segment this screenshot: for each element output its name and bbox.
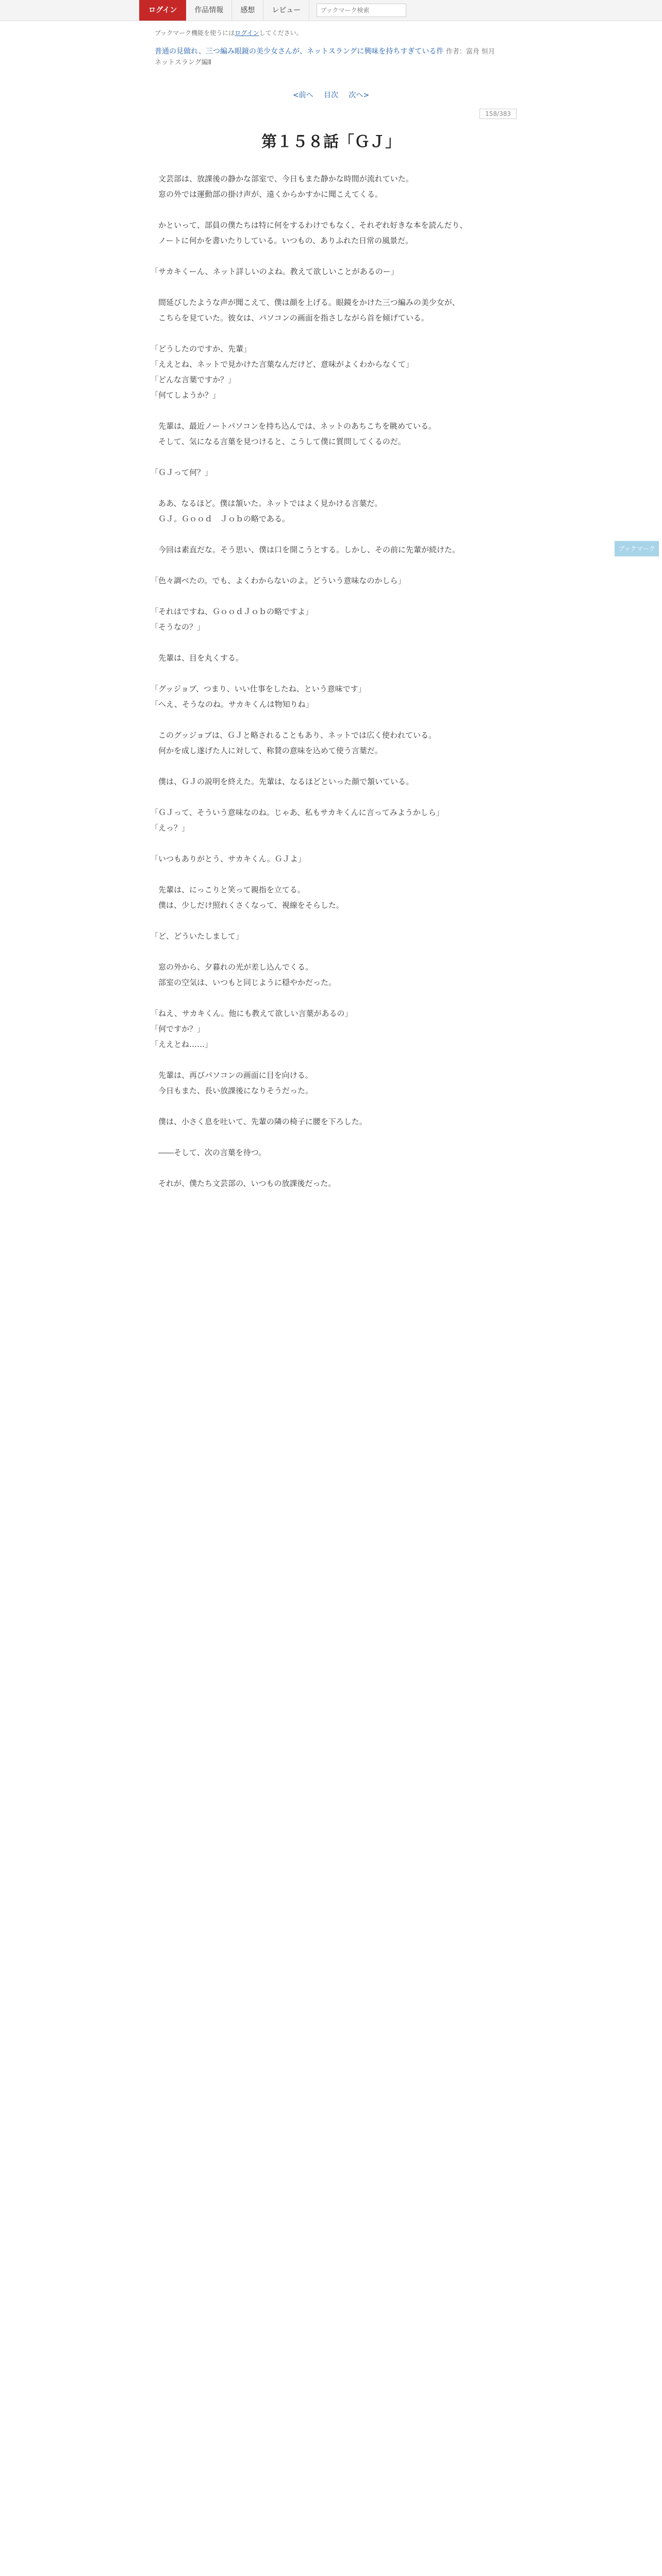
bookmark-button[interactable]: ブックマーク (615, 541, 659, 556)
page-number-box (145, 110, 517, 117)
body-line: 「グッジョブ、つまり、いい仕事をしたね、という意味です」 (151, 684, 366, 693)
body-line: 僕は、ＧＪの説明を終えた。先輩は、なるほどといった顔で頷いている。 (151, 777, 414, 786)
body-line: 「ど、どういたしまして」 (151, 931, 244, 941)
episode-body (151, 171, 511, 1191)
paragraph-gap (151, 913, 511, 928)
body-line: 何かを成し遂げた人に対して、称賛の意味を込めて使う言葉だ。 (151, 746, 383, 755)
series-info (155, 46, 505, 68)
paragraph-gap (151, 1160, 511, 1176)
episode-title: 第１５８話「ＧＪ」 (261, 133, 401, 151)
toc-link[interactable]: 目次 (324, 91, 338, 99)
body-line: このグッジョブは、ＧＪと略されることもあり、ネットでは広く使われている。 (151, 731, 436, 740)
body-line: 「どうしたのですか、先輩」 (151, 344, 252, 353)
body-line: 「ねえ、サカキくん。他にも教えて欲しい言葉があるの」 (151, 1009, 353, 1018)
nav-reviews[interactable]: レビュー (263, 0, 309, 21)
body-line: 「いつもありがとう、サカキくん。ＧＪよ」 (151, 854, 306, 863)
body-line: 「ええとね、ネットで見かけた言葉なんだけど、意味がよくわからなくて」 (151, 360, 414, 369)
body-line: 「何ですか？」 (151, 1024, 205, 1033)
series-author: 作者：富舟 恒月 (445, 48, 495, 56)
body-line: 「ＧＪって何？」 (151, 468, 213, 477)
notice-prefix: ブックマーク機能を使うには (155, 29, 235, 37)
paragraph-gap (151, 557, 511, 573)
notice-suffix: してください。 (259, 29, 303, 37)
series-chapter: ネットスラング編Ⅱ (155, 59, 212, 66)
body-line: かといって、部員の僕たちは特に何をするわけでもなく、それぞれ好きな本を読んだり、 (151, 221, 468, 230)
body-line: 文芸部は、放課後の静かな部室で、今日もまた静かな時間が流れていた。 (151, 174, 413, 183)
prev-episode-link[interactable]: <前へ (292, 91, 313, 99)
body-line: 先輩は、最近ノートパソコンを持ち込んでは、ネットのあちこちを眺めている。 (151, 421, 436, 431)
paragraph-gap (151, 403, 511, 418)
body-line: 僕は、少しだけ照れくさくなって、視線をそらした。 (151, 901, 344, 910)
next-episode-link[interactable]: 次へ> (349, 91, 370, 99)
body-line: 先輩は、再びパソコンの画面に目を向ける。 (151, 1071, 313, 1080)
paragraph-gap (151, 712, 511, 727)
paragraph-gap (151, 527, 511, 542)
paragraph-gap (151, 1129, 511, 1145)
body-line: ノートに何かを書いたりしている。いつもの、ありふれた日常の風景だ。 (151, 236, 413, 245)
body-line: 「どんな言葉ですか？」 (151, 375, 236, 384)
paragraph-gap (151, 326, 511, 341)
body-line: 間延びしたような声が聞こえて、僕は顔を上げる。眼鏡をかけた三つ編みの美少女が、 (151, 298, 460, 307)
episode-pager (0, 90, 662, 100)
login-button[interactable]: ログイン (139, 0, 186, 21)
paragraph-gap (151, 944, 511, 959)
body-line: 僕は、小さく息を吐いて、先輩の隣の椅子に腰を下ろした。 (151, 1117, 367, 1126)
body-line: 「えっ？」 (151, 823, 190, 833)
top-navigation-bar (0, 0, 662, 21)
body-line: 部室の空気は、いつもと同じように穏やかだった。 (151, 978, 337, 987)
paragraph-gap (151, 635, 511, 650)
body-line: 今日もまた、長い放課後になりそうだった。 (151, 1086, 313, 1095)
body-line: ＧＪ。Ｇｏｏｄ Ｊｏｂの略である。 (151, 514, 290, 523)
bookmark-login-notice (155, 28, 662, 37)
paragraph-gap (151, 279, 511, 295)
body-line: 窓の外から、夕暮れの光が差し込んでくる。 (151, 962, 313, 972)
paragraph-gap (151, 588, 511, 604)
body-line: 「色々調べたの。でも、よくわからないのよ。どういう意味なのかしら」 (151, 576, 406, 585)
paragraph-gap (151, 836, 511, 851)
page-number: 158/383 (479, 109, 517, 119)
body-line: 今回は素直だな。そう思い、僕は口を開こうとする。しかし、その前に先輩が続けた。 (151, 545, 460, 554)
body-line: 「そうなの？」 (151, 622, 205, 632)
body-line: それが、僕たち文芸部の、いつもの放課後だった。 (151, 1179, 336, 1188)
body-line: こちらを見ていた。彼女は、パソコンの画面を指さしながら首を傾げている。 (151, 313, 429, 323)
paragraph-gap (151, 789, 511, 805)
notice-login-link[interactable]: ログイン (235, 29, 259, 37)
paragraph-gap (151, 990, 511, 1006)
bookmark-search-input[interactable] (317, 4, 406, 17)
body-line: 「何てしようか？」 (151, 391, 221, 400)
series-title-link[interactable]: 普通の見做れ、三つ編み眼鏡の美少女さんが、ネットスラングに興味を持ちすぎている件 (155, 47, 444, 56)
nav-work-info[interactable]: 作品情報 (186, 0, 232, 21)
body-line: 「サカキくーん、ネット詳しいのよね。教えて欲しいことがあるのー」 (151, 267, 399, 276)
paragraph-gap (151, 202, 511, 217)
body-line: ああ、なるほど。僕は頷いた。ネットではよく見かける言葉だ。 (151, 499, 383, 508)
body-line: 「それはですね、ＧｏｏｄＪｏｂの略ですよ」 (151, 607, 313, 616)
body-line: 「ＧＪって、そういう意味なのね。じゃあ、私もサカキくんに言ってみようかしら」 (151, 808, 444, 817)
body-line: 先輩は、目を丸くする。 (151, 653, 244, 663)
paragraph-gap (151, 666, 511, 681)
body-line: 先輩は、にっこりと笑って親指を立てる。 (151, 885, 305, 894)
paragraph-gap (151, 248, 511, 264)
body-line: 「へえ、そうなのね。サカキくんは物知りね」 (151, 700, 313, 709)
paragraph-gap (151, 1052, 511, 1067)
paragraph-gap (151, 758, 511, 774)
paragraph-gap (151, 1098, 511, 1114)
paragraph-gap (151, 480, 511, 496)
body-line: 窓の外では運動部の掛け声が、遠くからかすかに聞こえてくる。 (151, 190, 383, 199)
body-line: そして、気になる言葉を見つけると、こうして僕に質問してくるのだ。 (151, 437, 406, 446)
body-line: ――そして、次の言葉を待つ。 (151, 1148, 267, 1157)
nav-impressions[interactable]: 感想 (232, 0, 263, 21)
paragraph-gap (151, 867, 511, 882)
body-line: 「ええとね……」 (151, 1040, 213, 1049)
paragraph-gap (151, 449, 511, 465)
